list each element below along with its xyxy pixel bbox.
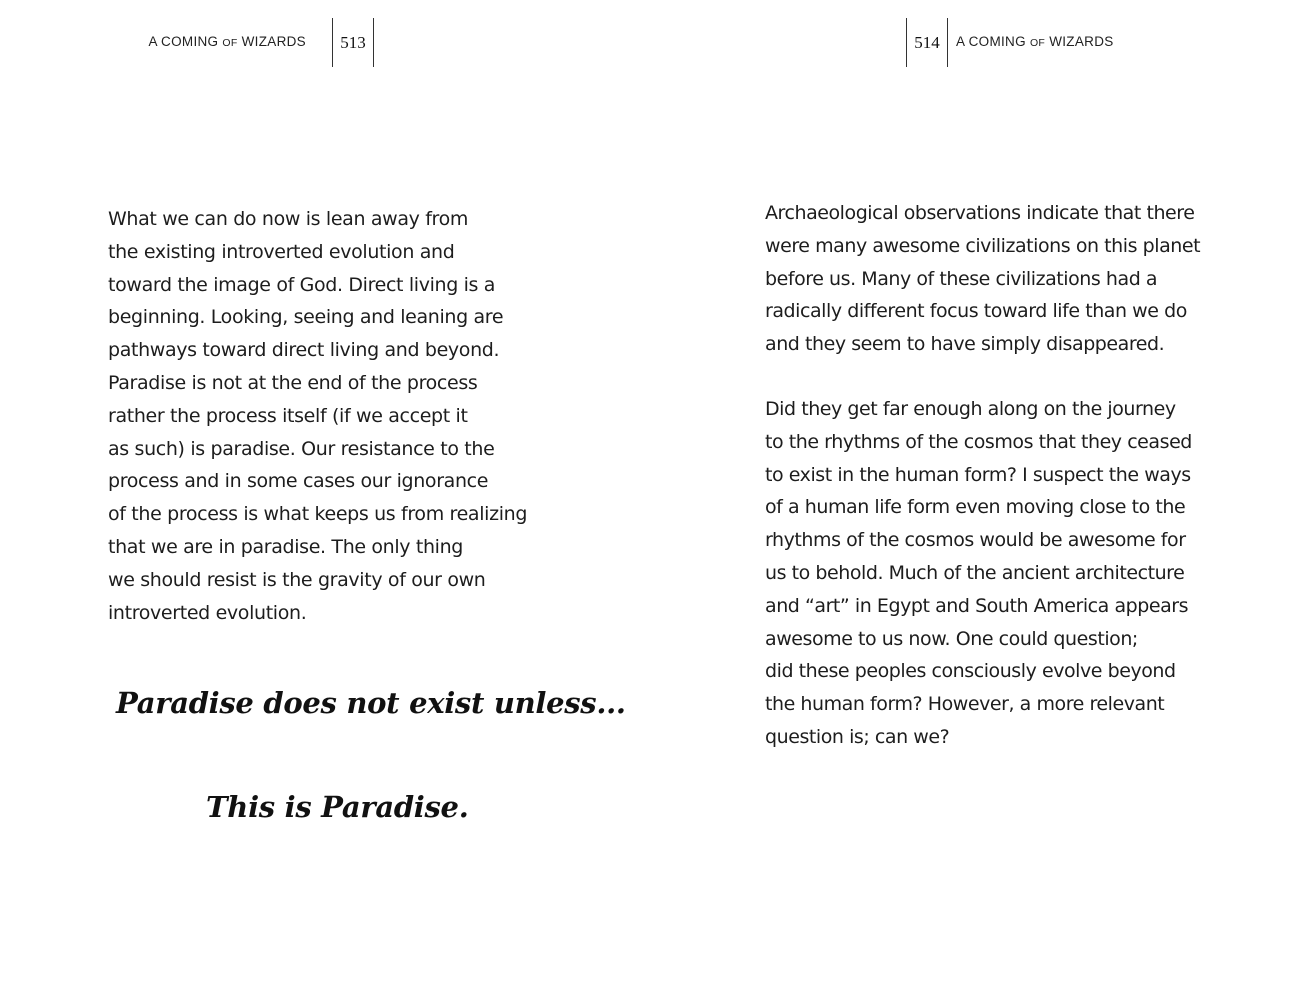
text-line: of the process is what keeps us from realizing — [108, 503, 528, 526]
running-head-suffix: WIZARDS — [1045, 34, 1114, 49]
text-line: question is; can we? — [765, 725, 950, 748]
text-line: Did they get far enough along on the journey — [765, 398, 1176, 420]
script-heading-this-is-paradise: This is Paradise. — [206, 790, 469, 824]
text-line: What we can do now is lean away from — [108, 208, 469, 230]
text-line: before us. Many of these civilizations had a — [765, 267, 1158, 290]
running-head-suffix: WIZARDS — [237, 34, 306, 49]
running-head-right — [956, 34, 1114, 49]
text-line: of a human life form even moving close to the — [765, 496, 1186, 519]
page-number-left: 513 — [332, 18, 374, 67]
right-page — [648, 0, 1296, 992]
body-paragraph-right-2 — [765, 393, 1197, 754]
running-head-prefix: A COMING — [956, 34, 1030, 49]
body-paragraph-right-1 — [765, 197, 1201, 361]
text-line: and “art” in Egypt and South America appears — [765, 594, 1189, 617]
script-heading-paradise-unless: Paradise does not exist unless... — [116, 686, 626, 720]
running-head-prefix: A COMING — [148, 34, 223, 49]
text-line: us to behold. Much of the ancient architecture — [765, 561, 1185, 584]
text-line: pathways toward direct living and beyond. — [108, 339, 500, 362]
text-line: as such) is paradise. Our resistance to the — [108, 437, 495, 460]
text-line: beginning. Looking, seeing and leaning are — [108, 306, 504, 329]
text-line: toward the image of God. Direct living is a — [108, 273, 496, 296]
text-line: awesome to us now. One could question; — [765, 627, 1138, 650]
text-line: we should resist is the gravity of our own — [108, 568, 486, 591]
text-line: were many awesome civilizations on this planet — [765, 234, 1201, 257]
text-line: radically different focus toward life than we do — [765, 300, 1187, 323]
text-line: the human form? However, a more relevant — [765, 693, 1165, 716]
running-head-left — [148, 34, 306, 49]
text-line: did these peoples consciously evolve beyond — [765, 660, 1176, 683]
text-line: Paradise is not at the end of the process — [108, 371, 478, 394]
body-paragraph-left — [108, 203, 528, 629]
text-line: to exist in the human form? I suspect the ways — [765, 463, 1191, 486]
running-head-small: OF — [222, 37, 238, 49]
text-line: rhythms of the cosmos would be awesome for — [765, 529, 1186, 552]
text-line: process and in some cases our ignorance — [108, 470, 489, 493]
text-line: rather the process itself (if we accept it — [108, 404, 468, 427]
text-line: that we are in paradise. The only thing — [108, 535, 464, 558]
text-line: and they seem to have simply disappeared. — [765, 333, 1165, 356]
text-line: introverted evolution. — [108, 601, 307, 624]
text-line: Archaeological observations indicate that there — [765, 202, 1195, 224]
page-number-right: 514 — [906, 18, 948, 67]
text-line: the existing introverted evolution and — [108, 240, 455, 263]
running-head-small: OF — [1029, 37, 1046, 49]
text-line: to the rhythms of the cosmos that they ceased — [765, 430, 1192, 453]
